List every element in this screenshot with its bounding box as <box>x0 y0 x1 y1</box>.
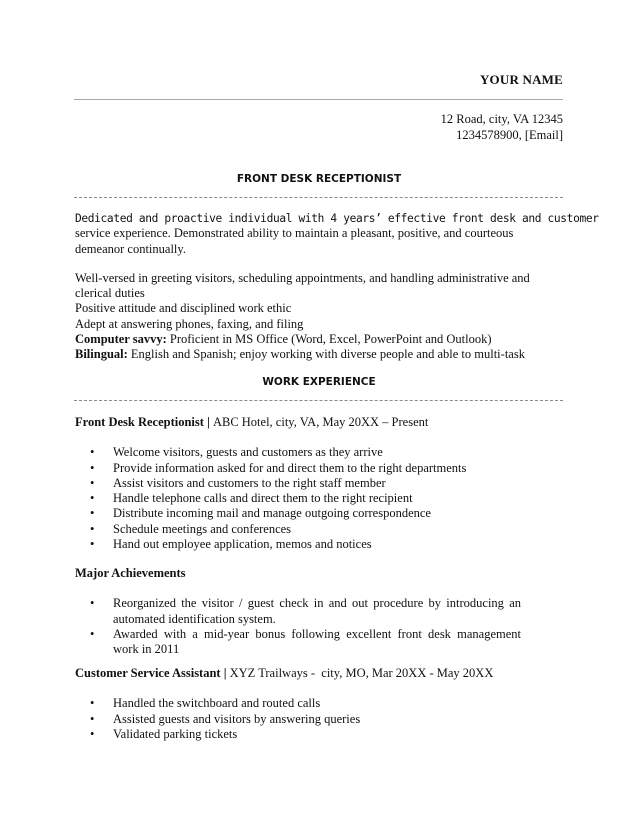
job1-separator: | <box>203 415 213 429</box>
bullet: • <box>90 726 95 741</box>
bullet: • <box>90 460 95 475</box>
job1-heading <box>75 415 565 430</box>
summary-line: Positive attitude and disciplined work ethic <box>75 301 292 316</box>
bullet: • <box>90 475 95 490</box>
achievements-section <box>75 566 565 657</box>
summary-title: FRONT DESK RECEPTIONIST <box>236 173 402 185</box>
job1-title: Front Desk Receptionist <box>75 415 204 429</box>
language-skills-label: Bilingual: <box>75 347 128 362</box>
job2-heading <box>75 666 565 681</box>
summary-intro-line1: Dedicated and proactive individual with 4 years’ effective front desk and customer <box>75 212 599 225</box>
list-item: • Handle telephone calls and direct them to the right recipient <box>90 491 413 506</box>
job1-details: ABC Hotel, city, VA, May 20XX – Present <box>212 415 429 429</box>
bullet: • <box>90 445 95 460</box>
summary-divider <box>74 197 563 198</box>
list-item: • Assist visitors and customers to the right staff member <box>90 475 386 490</box>
bullet: • <box>90 596 95 611</box>
list-item: • Reorganized the visitor / guest check in and out procedure by introducing an automated identification system. <box>90 596 521 626</box>
summary-intro-rest: service experience. Demonstrated ability to maintain a pleasant, positive, and courteous demeanor continually. <box>75 226 514 256</box>
contact-info <box>441 111 563 143</box>
bullet: • <box>90 626 95 641</box>
job1-section <box>75 415 565 552</box>
bullet: • <box>90 506 95 521</box>
bullet: • <box>90 521 95 536</box>
experience-divider <box>74 400 563 401</box>
list-item: • Handled the switchboard and routed calls <box>90 696 321 711</box>
list-item: • Distribute incoming mail and manage outgoing correspondence <box>90 506 431 521</box>
computer-skills-text: Proficient in MS Office (Word, Excel, PowerPoint and Outlook) <box>166 332 492 347</box>
list-item: • Assisted guests and visitors by answering queries <box>90 711 361 726</box>
summary-section <box>75 211 599 363</box>
bullet: • <box>90 537 95 552</box>
header-divider <box>74 99 563 100</box>
computer-skills <box>75 332 565 347</box>
summary-line: Well-versed in greeting visitors, scheduling appointments, and handling administrative and clerical duties <box>75 270 530 301</box>
achievements-list <box>75 596 521 657</box>
list-item: • Hand out employee application, memos and notices <box>90 537 372 552</box>
candidate-name: YOUR NAME <box>479 72 563 87</box>
language-skills <box>75 347 565 362</box>
bullet: • <box>90 711 95 726</box>
computer-skills-label: Computer savvy: <box>75 332 167 347</box>
list-item: • Validated parking tickets <box>90 726 238 741</box>
bullet: • <box>90 491 95 506</box>
list-item: • Provide information asked for and direct them to the right departments <box>90 460 467 475</box>
phone-email: 1234578900, [Email] <box>456 128 563 142</box>
job2-section <box>75 666 565 742</box>
address: 12 Road, city, VA 12345 <box>440 112 563 126</box>
job2-separator: | <box>220 666 230 680</box>
job2-duties <box>75 696 565 742</box>
language-skills-text: English and Spanish; enjoy working with diverse people and able to multi-task <box>127 347 525 362</box>
list-item: • Schedule meetings and conferences <box>90 521 292 536</box>
list-item: • Welcome visitors, guests and customers as they arrive <box>90 445 383 460</box>
job2-details: XYZ Trailways - city, MO, Mar 20XX - May 20XX <box>229 666 494 680</box>
bullet: • <box>90 696 95 711</box>
summary-line: Adept at answering phones, faxing, and filing <box>75 316 304 331</box>
achievements-heading: Major Achievements <box>75 566 186 580</box>
job1-duties <box>75 445 565 552</box>
job2-title: Customer Service Assistant <box>75 666 221 680</box>
list-item: • Awarded with a mid-year bonus following excellent front desk management work in 2011 <box>90 626 521 657</box>
experience-title: WORK EXPERIENCE <box>262 376 376 388</box>
